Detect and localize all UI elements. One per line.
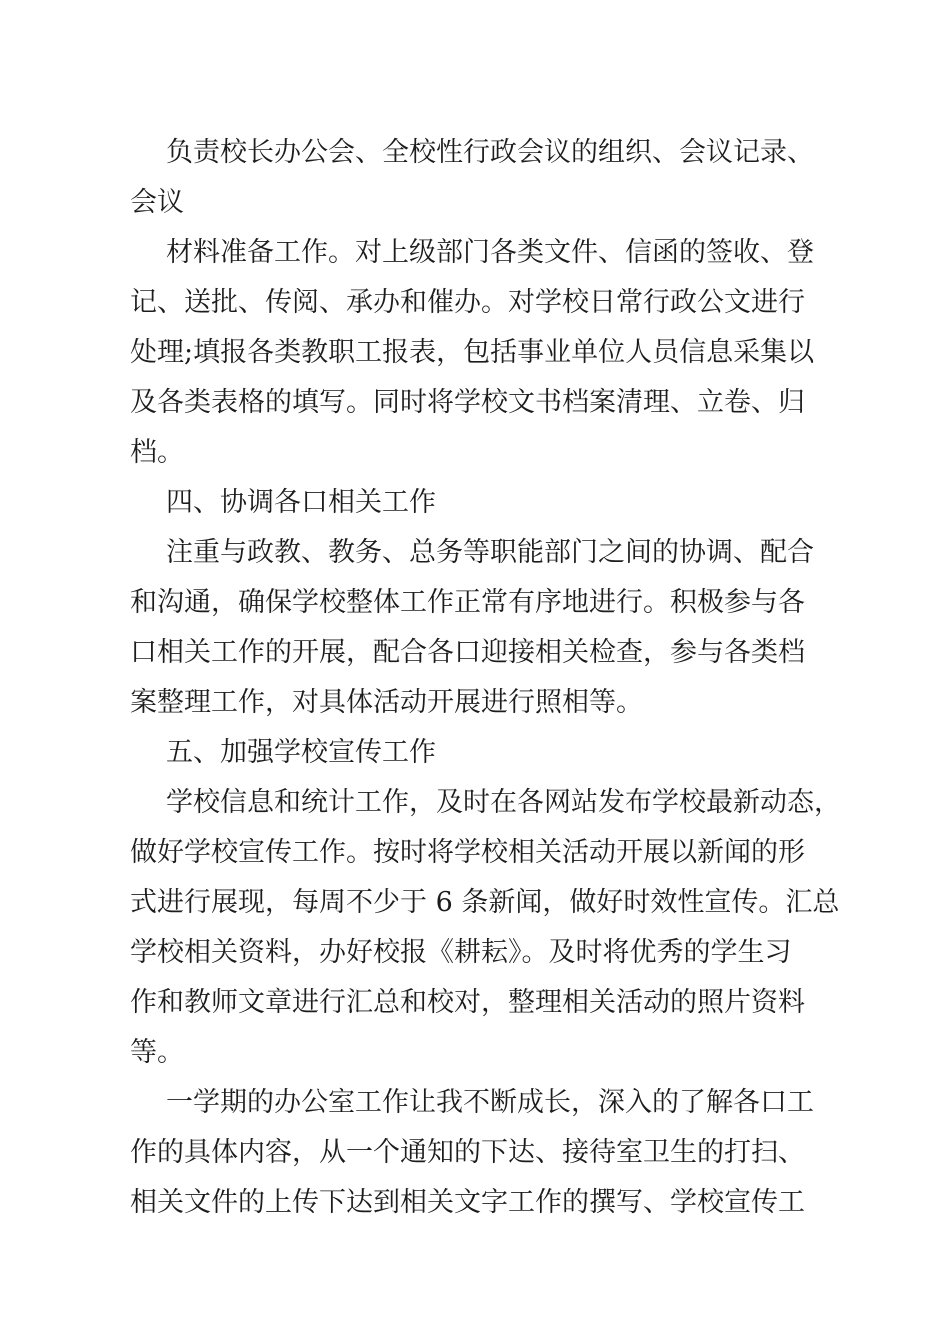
text-line: 相关文件的上传下达到相关文字工作的撰写、学校宣传工 [130,1187,805,1218]
text-line: 案整理工作，对具体活动开展进行照相等。 [130,687,643,718]
text-line: 式进行展现，每周不少于 6 条新闻，做好时效性宣传。汇总 [130,887,840,918]
text-line: 材料准备工作。对上级部门各类文件、信函的签收、登 [166,237,814,268]
text-line: 会议 [130,187,184,218]
text-line: 四、协调各口相关工作 [166,487,436,518]
text-line: 做好学校宣传工作。按时将学校相关活动开展以新闻的形 [130,837,805,868]
text-line: 作的具体内容，从一个通知的下达、接待室卫生的打扫、 [130,1137,805,1168]
text-line: 一学期的办公室工作让我不断成长，深入的了解各口工 [166,1087,814,1118]
text-line: 记、送批、传阅、承办和催办。对学校日常行政公文进行 [130,287,805,318]
document-body [130,128,840,1228]
text-line: 注重与政教、教务、总务等职能部门之间的协调、配合 [166,537,814,568]
text-line: 学校相关资料，办好校报《耕耘》。及时将优秀的学生习 [130,937,792,968]
text-line: 学校信息和统计工作，及时在各网站发布学校最新动态， [166,787,841,818]
text-line: 口相关工作的开展，配合各口迎接相关检查，参与各类档 [130,637,805,668]
text-line: 作和教师文章进行汇总和校对，整理相关活动的照片资料 [130,987,805,1018]
text-line: 五、加强学校宣传工作 [166,737,436,768]
text-line: 和沟通，确保学校整体工作正常有序地进行。积极参与各 [130,587,805,618]
text-line: 及各类表格的填写。同时将学校文书档案清理、立卷、归 [130,387,805,418]
text-line: 负责校长办公会、全校性行政会议的组织、会议记录、 [166,137,814,168]
text-line: 处理;填报各类教职工报表，包括事业单位人员信息采集以 [130,337,815,368]
text-line: 等。 [130,1037,184,1068]
text-line: 档。 [130,437,184,468]
